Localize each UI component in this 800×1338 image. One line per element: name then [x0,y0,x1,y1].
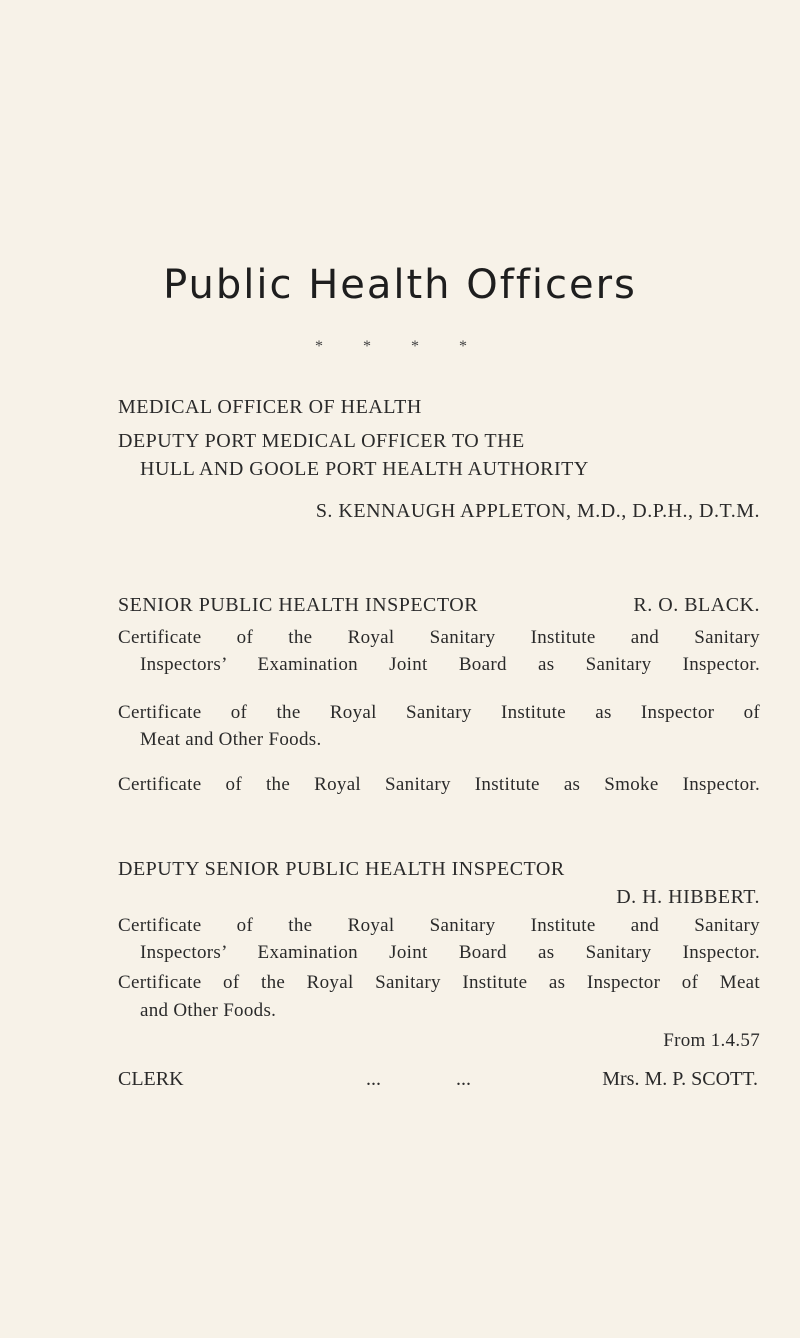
deputy-inspector-name: D. H. HIBBERT. [616,886,760,908]
senior-inspector-name: R. O. BLACK. [633,594,760,616]
senior-cert-1-line-1: Certificate of the Royal Sanitary Institute and Sanitary [118,627,760,648]
ornament-asterisks: * * * * [315,338,485,355]
deputy-inspector-title: DEPUTY SENIOR PUBLIC HEALTH INSPECTOR [118,858,565,880]
leader-dots: ... [456,1068,471,1090]
deputy-cert-2-line-1: Certificate of the Royal Sanitary Institute as Inspector of Meat [118,972,760,993]
moh-title-line-1: MEDICAL OFFICER OF HEALTH [118,396,422,418]
deputy-from-date: From 1.4.57 [663,1030,760,1051]
moh-name: S. KENNAUGH APPLETON, M.D., D.P.H., D.T.M. [315,500,760,522]
clerk-name: Mrs. M. P. SCOTT. [602,1068,758,1090]
page-title: Public Health Officers [163,262,637,308]
senior-cert-2-line-1: Certificate of the Royal Sanitary Institute as Inspector of [118,702,760,723]
deputy-cert-2-line-2: and Other Foods. [140,1000,277,1021]
leader-dots: ... [366,1068,381,1090]
moh-title-line-3: HULL AND GOOLE PORT HEALTH AUTHORITY [140,458,589,480]
deputy-cert-1-line-2: Inspectors’ Examination Joint Board as Sanitary Inspector. [140,942,760,963]
senior-cert-1-line-2: Inspectors’ Examination Joint Board as Sanitary Inspector. [140,654,760,675]
deputy-cert-1-line-1: Certificate of the Royal Sanitary Institute and Sanitary [118,915,760,936]
senior-inspector-title: SENIOR PUBLIC HEALTH INSPECTOR [118,594,479,616]
senior-cert-2-line-2: Meat and Other Foods. [140,729,322,750]
moh-title-line-2: DEPUTY PORT MEDICAL OFFICER TO THE [118,430,525,452]
senior-cert-3: Certificate of the Royal Sanitary Institute as Smoke Inspector. [118,774,760,795]
clerk-label: CLERK [118,1068,184,1090]
